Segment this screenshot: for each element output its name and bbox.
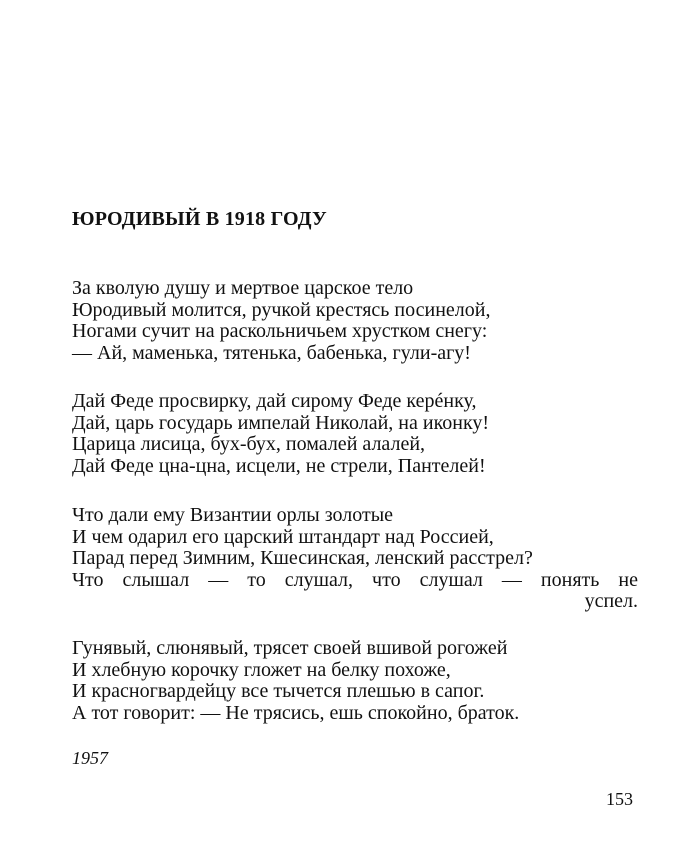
poem-line: Юродивый молится, ручкой крестясь посинелой, <box>72 298 491 321</box>
poem-line: И красногвардейцу все тычется плешью в сапог. <box>72 680 485 702</box>
poem-line: А тот говорит: — Не трясись, ешь спокойно, браток. <box>72 701 520 724</box>
poem-line: Дай Феде просвирку, дай сирому Феде керéнку, <box>72 390 477 412</box>
page-number: 153 <box>606 789 633 809</box>
poem-title: ЮРОДИВЫЙ В 1918 ГОДУ <box>72 208 327 230</box>
stanza-1 <box>72 278 638 364</box>
poem-line: Ногами сучит на раскольничьем хрустком снегу: <box>72 320 488 342</box>
stanza-4 <box>72 638 638 724</box>
poem-line: Гунявый, слюнявый, трясет своей вшивой рогожей <box>72 637 508 659</box>
poem-line: За кволую душу и мертвое царское тело <box>72 277 414 299</box>
poem-line: Что дали ему Византии орлы золотые <box>72 504 394 526</box>
poem-line: Парад перед Зимним, Кшесинская, ленский расстрел? <box>72 547 533 569</box>
poem-line: Царица лисица, бух-бух, помалей алалей, <box>72 433 426 455</box>
poem-line: Что слышал — то слушал, что слушал — понять не <box>72 568 638 591</box>
poem-line: И хлебную корочку гложет на белку похоже, <box>72 658 451 681</box>
poem-line-continuation: успел. <box>584 590 638 612</box>
stanza-2 <box>72 391 638 477</box>
stanza-3 <box>72 505 638 613</box>
poem-line: Дай Феде цна-цна, исцели, не стрели, Пантелей! <box>72 454 486 477</box>
poem-line: Дай, царь государь импелай Николай, на иконку! <box>72 411 490 434</box>
poem-year: 1957 <box>72 748 108 768</box>
poem-line: И чем одарил его царский штандарт над Россией, <box>72 525 494 548</box>
poem-line: — Ай, маменька, тятенька, бабенька, гули-агу! <box>72 341 471 364</box>
